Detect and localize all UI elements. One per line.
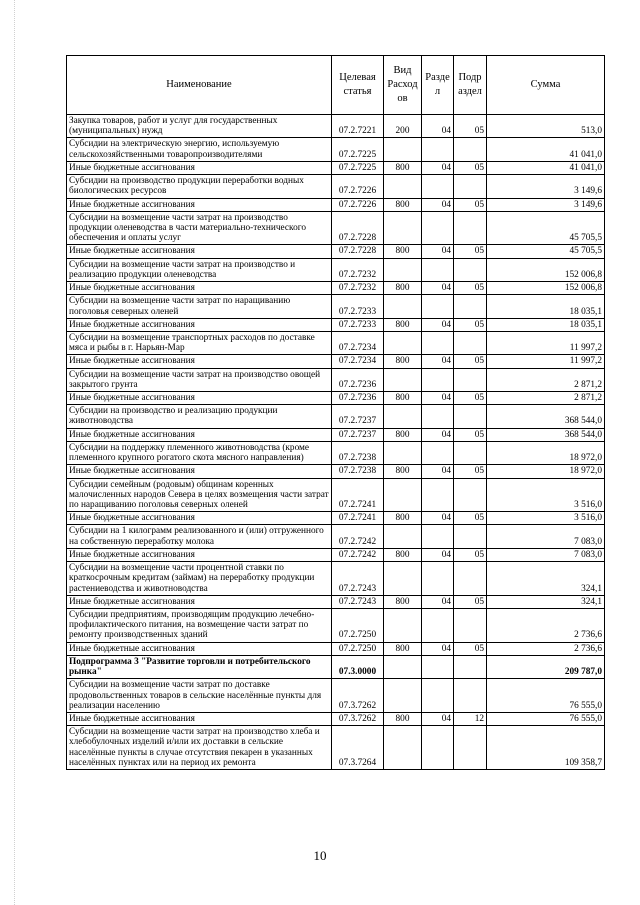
row-name-cell: Субсидии на электрическую энергию, используемую сельскохозяйственными товаропроизводителями xyxy=(67,138,332,161)
table-row xyxy=(67,679,605,713)
table-row xyxy=(67,595,605,608)
header-section: Разде л xyxy=(422,56,454,115)
row-target-article-cell: 07.2.7228 xyxy=(332,211,384,245)
row-subsection-cell: 05 xyxy=(454,428,487,441)
row-name-cell: Субсидии на возмещение части затрат по доставке продовольственных товаров в сельские населённые пункты для реализации населению xyxy=(67,679,332,713)
header-subsection: Подр аздел xyxy=(454,56,487,115)
row-name-cell: Иные бюджетные ассигнования xyxy=(67,355,332,368)
row-expense-kind-cell xyxy=(384,368,422,391)
row-subsection-cell: 05 xyxy=(454,318,487,331)
row-subsection-cell xyxy=(454,258,487,281)
row-expense-kind-cell xyxy=(384,726,422,770)
row-sum-cell: 18 035,1 xyxy=(487,318,605,331)
row-name-cell: Субсидии на возмещение части затрат на производство хлеба и хлебобулочных изделий и/или их доставки в сельские населённые пункты в случае отсутствия пекарен в указанных населённых пунктах или на период их ремонта xyxy=(67,726,332,770)
row-subsection-cell: 05 xyxy=(454,465,487,478)
table-row xyxy=(67,175,605,198)
row-section-cell: 04 xyxy=(422,161,454,174)
row-name-cell: Иные бюджетные ассигнования xyxy=(67,548,332,561)
row-name-cell: Субсидии на возмещение части затрат на производство и реализацию продукции оленеводства xyxy=(67,258,332,281)
row-target-article-cell: 07.2.7226 xyxy=(332,175,384,198)
row-target-article-cell: 07.2.7250 xyxy=(332,642,384,655)
row-subsection-cell: 05 xyxy=(454,512,487,525)
row-subsection-cell xyxy=(454,368,487,391)
row-expense-kind-cell: 800 xyxy=(384,392,422,405)
row-subsection-cell xyxy=(454,679,487,713)
row-section-cell: 04 xyxy=(422,318,454,331)
row-sum-cell: 41 041,0 xyxy=(487,138,605,161)
row-target-article-cell: 07.2.7233 xyxy=(332,318,384,331)
row-expense-kind-cell: 800 xyxy=(384,355,422,368)
table-row xyxy=(67,512,605,525)
row-target-article-cell: 07.2.7228 xyxy=(332,245,384,258)
table-row xyxy=(67,331,605,354)
row-subsection-cell xyxy=(454,608,487,642)
row-target-article-cell: 07.2.7234 xyxy=(332,355,384,368)
row-name-cell: Субсидии на возмещение части затрат на производство продукции оленеводства в части материально-технического обеспечения и оплаты услуг xyxy=(67,211,332,245)
row-section-cell xyxy=(422,679,454,713)
row-sum-cell: 152 006,8 xyxy=(487,282,605,295)
row-sum-cell: 513,0 xyxy=(487,115,605,138)
row-section-cell: 04 xyxy=(422,642,454,655)
row-target-article-cell: 07.2.7232 xyxy=(332,282,384,295)
row-target-article-cell: 07.3.0000 xyxy=(332,655,384,678)
row-target-article-cell: 07.2.7242 xyxy=(332,525,384,548)
row-expense-kind-cell xyxy=(384,655,422,678)
row-expense-kind-cell xyxy=(384,331,422,354)
row-target-article-cell: 07.2.7226 xyxy=(332,198,384,211)
row-subsection-cell: 05 xyxy=(454,161,487,174)
row-subsection-cell xyxy=(454,726,487,770)
table-row xyxy=(67,295,605,318)
row-expense-kind-cell xyxy=(384,478,422,512)
row-name-cell: Иные бюджетные ассигнования xyxy=(67,595,332,608)
row-target-article-cell: 07.2.7241 xyxy=(332,478,384,512)
row-section-cell xyxy=(422,562,454,596)
row-sum-cell: 7 083,0 xyxy=(487,548,605,561)
row-expense-kind-cell xyxy=(384,295,422,318)
table-row xyxy=(67,441,605,464)
row-subsection-cell xyxy=(454,295,487,318)
header-target-article: Целевая статья xyxy=(332,56,384,115)
row-section-cell xyxy=(422,726,454,770)
row-subsection-cell: 05 xyxy=(454,595,487,608)
row-expense-kind-cell xyxy=(384,679,422,713)
row-expense-kind-cell: 800 xyxy=(384,161,422,174)
row-expense-kind-cell: 800 xyxy=(384,198,422,211)
row-expense-kind-cell: 800 xyxy=(384,642,422,655)
row-expense-kind-cell xyxy=(384,258,422,281)
row-sum-cell: 209 787,0 xyxy=(487,655,605,678)
table-row xyxy=(67,245,605,258)
row-target-article-cell: 07.2.7250 xyxy=(332,608,384,642)
row-name-cell: Иные бюджетные ассигнования xyxy=(67,245,332,258)
table-row xyxy=(67,655,605,678)
row-target-article-cell: 07.2.7241 xyxy=(332,512,384,525)
row-target-article-cell: 07.3.7262 xyxy=(332,712,384,725)
row-subsection-cell xyxy=(454,562,487,596)
row-section-cell xyxy=(422,211,454,245)
row-expense-kind-cell: 800 xyxy=(384,512,422,525)
row-section-cell: 04 xyxy=(422,595,454,608)
row-name-cell: Подпрограмма 3 "Развитие торговли и потребительского рынка" xyxy=(67,655,332,678)
row-sum-cell: 2 736,6 xyxy=(487,642,605,655)
row-expense-kind-cell: 800 xyxy=(384,318,422,331)
row-subsection-cell xyxy=(454,478,487,512)
row-target-article-cell: 07.2.7242 xyxy=(332,548,384,561)
row-subsection-cell: 05 xyxy=(454,642,487,655)
row-subsection-cell xyxy=(454,175,487,198)
row-section-cell: 04 xyxy=(422,548,454,561)
row-expense-kind-cell: 800 xyxy=(384,548,422,561)
row-section-cell xyxy=(422,405,454,428)
row-expense-kind-cell xyxy=(384,562,422,596)
table-row xyxy=(67,115,605,138)
table-row xyxy=(67,392,605,405)
table-row xyxy=(67,642,605,655)
row-name-cell: Иные бюджетные ассигнования xyxy=(67,198,332,211)
row-expense-kind-cell: 800 xyxy=(384,595,422,608)
row-target-article-cell: 07.2.7237 xyxy=(332,428,384,441)
row-target-article-cell: 07.3.7262 xyxy=(332,679,384,713)
row-expense-kind-cell xyxy=(384,211,422,245)
row-sum-cell: 7 083,0 xyxy=(487,525,605,548)
row-subsection-cell xyxy=(454,138,487,161)
row-section-cell xyxy=(422,441,454,464)
header-expense-kind: Вид Расход ов xyxy=(384,56,422,115)
row-sum-cell: 3 516,0 xyxy=(487,478,605,512)
row-expense-kind-cell xyxy=(384,608,422,642)
row-name-cell: Иные бюджетные ассигнования xyxy=(67,428,332,441)
row-target-article-cell: 07.2.7243 xyxy=(332,595,384,608)
row-expense-kind-cell xyxy=(384,525,422,548)
row-target-article-cell: 07.2.7233 xyxy=(332,295,384,318)
row-sum-cell: 3 149,6 xyxy=(487,198,605,211)
row-section-cell xyxy=(422,525,454,548)
row-section-cell: 04 xyxy=(422,428,454,441)
table-header-row xyxy=(67,56,605,115)
row-sum-cell: 18 035,1 xyxy=(487,295,605,318)
row-name-cell: Субсидии на поддержку племенного животноводства (кроме племенного крупного рогатого скота мясного направления) xyxy=(67,441,332,464)
row-target-article-cell: 07.2.7221 xyxy=(332,115,384,138)
header-name: Наименование xyxy=(67,56,332,115)
table-row xyxy=(67,608,605,642)
row-target-article-cell: 07.2.7236 xyxy=(332,392,384,405)
row-section-cell xyxy=(422,295,454,318)
row-expense-kind-cell: 800 xyxy=(384,428,422,441)
row-section-cell xyxy=(422,478,454,512)
row-name-cell: Иные бюджетные ассигнования xyxy=(67,465,332,478)
budget-table xyxy=(66,55,605,770)
table-row xyxy=(67,478,605,512)
row-expense-kind-cell xyxy=(384,175,422,198)
row-target-article-cell: 07.2.7234 xyxy=(332,331,384,354)
row-sum-cell: 41 041,0 xyxy=(487,161,605,174)
row-target-article-cell: 07.2.7238 xyxy=(332,441,384,464)
table-row xyxy=(67,318,605,331)
row-subsection-cell xyxy=(454,331,487,354)
row-name-cell: Субсидии на производство и реализацию продукции животноводства xyxy=(67,405,332,428)
row-section-cell xyxy=(422,258,454,281)
row-name-cell: Иные бюджетные ассигнования xyxy=(67,161,332,174)
row-subsection-cell xyxy=(454,405,487,428)
row-expense-kind-cell: 200 xyxy=(384,115,422,138)
table-row xyxy=(67,282,605,295)
row-name-cell: Субсидии на возмещение части затрат на производство овощей закрытого грунта xyxy=(67,368,332,391)
row-subsection-cell xyxy=(454,211,487,245)
row-sum-cell: 2 736,6 xyxy=(487,608,605,642)
row-expense-kind-cell: 800 xyxy=(384,465,422,478)
table-row xyxy=(67,562,605,596)
table-body xyxy=(67,115,605,770)
row-section-cell: 04 xyxy=(422,392,454,405)
row-subsection-cell: 05 xyxy=(454,282,487,295)
row-section-cell: 04 xyxy=(422,115,454,138)
row-target-article-cell: 07.2.7225 xyxy=(332,161,384,174)
row-sum-cell: 152 006,8 xyxy=(487,258,605,281)
row-section-cell: 04 xyxy=(422,282,454,295)
row-sum-cell: 18 972,0 xyxy=(487,441,605,464)
row-name-cell: Субсидии предприятиям, производящим продукцию лечебно-профилактического питания, на возмещение части затрат по ремонту производственных зданий xyxy=(67,608,332,642)
table-row xyxy=(67,548,605,561)
row-subsection-cell: 05 xyxy=(454,115,487,138)
row-subsection-cell: 12 xyxy=(454,712,487,725)
row-section-cell: 04 xyxy=(422,245,454,258)
row-section-cell: 04 xyxy=(422,465,454,478)
row-name-cell: Иные бюджетные ассигнования xyxy=(67,642,332,655)
row-sum-cell: 45 705,5 xyxy=(487,245,605,258)
table-row xyxy=(67,726,605,770)
row-expense-kind-cell: 800 xyxy=(384,282,422,295)
row-target-article-cell: 07.3.7264 xyxy=(332,726,384,770)
row-target-article-cell: 07.2.7232 xyxy=(332,258,384,281)
row-sum-cell: 76 555,0 xyxy=(487,712,605,725)
row-section-cell xyxy=(422,331,454,354)
table-row xyxy=(67,211,605,245)
row-target-article-cell: 07.2.7236 xyxy=(332,368,384,391)
row-section-cell xyxy=(422,138,454,161)
row-expense-kind-cell: 800 xyxy=(384,712,422,725)
row-section-cell xyxy=(422,175,454,198)
table-row xyxy=(67,712,605,725)
row-sum-cell: 76 555,0 xyxy=(487,679,605,713)
row-expense-kind-cell xyxy=(384,441,422,464)
row-subsection-cell: 05 xyxy=(454,355,487,368)
row-subsection-cell: 05 xyxy=(454,392,487,405)
row-target-article-cell: 07.2.7243 xyxy=(332,562,384,596)
row-target-article-cell: 07.2.7238 xyxy=(332,465,384,478)
row-name-cell: Иные бюджетные ассигнования xyxy=(67,318,332,331)
row-sum-cell: 11 997,2 xyxy=(487,355,605,368)
row-name-cell: Субсидии на 1 килограмм реализованного и (или) отгруженного на собственную переработку молока xyxy=(67,525,332,548)
row-sum-cell: 324,1 xyxy=(487,595,605,608)
row-name-cell: Субсидии на возмещение транспортных расходов по доставке мяса и рыбы в г. Нарьян-Мар xyxy=(67,331,332,354)
row-subsection-cell xyxy=(454,655,487,678)
row-expense-kind-cell xyxy=(384,138,422,161)
row-section-cell xyxy=(422,608,454,642)
row-sum-cell: 45 705,5 xyxy=(487,211,605,245)
row-sum-cell: 2 871,2 xyxy=(487,392,605,405)
row-name-cell: Иные бюджетные ассигнования xyxy=(67,282,332,295)
row-name-cell: Субсидии на возмещение части затрат по наращиванию поголовья северных оленей xyxy=(67,295,332,318)
row-subsection-cell: 05 xyxy=(454,198,487,211)
row-section-cell xyxy=(422,655,454,678)
row-expense-kind-cell xyxy=(384,405,422,428)
row-expense-kind-cell: 800 xyxy=(384,245,422,258)
table-row xyxy=(67,428,605,441)
row-sum-cell: 18 972,0 xyxy=(487,465,605,478)
row-target-article-cell: 07.2.7237 xyxy=(332,405,384,428)
page-number: 10 xyxy=(313,848,327,863)
table-row xyxy=(67,465,605,478)
row-section-cell: 04 xyxy=(422,512,454,525)
row-sum-cell: 3 149,6 xyxy=(487,175,605,198)
row-subsection-cell: 05 xyxy=(454,548,487,561)
row-sum-cell: 3 516,0 xyxy=(487,512,605,525)
row-target-article-cell: 07.2.7225 xyxy=(332,138,384,161)
row-section-cell: 04 xyxy=(422,198,454,211)
row-name-cell: Закупка товаров, работ и услуг для государственных (муниципальных) нужд xyxy=(67,115,332,138)
row-section-cell xyxy=(422,368,454,391)
row-sum-cell: 109 358,7 xyxy=(487,726,605,770)
row-sum-cell: 2 871,2 xyxy=(487,368,605,391)
table-row xyxy=(67,525,605,548)
row-sum-cell: 324,1 xyxy=(487,562,605,596)
row-name-cell: Иные бюджетные ассигнования xyxy=(67,712,332,725)
table-row xyxy=(67,161,605,174)
scan-margin-line xyxy=(14,0,15,905)
table-row xyxy=(67,368,605,391)
row-section-cell: 04 xyxy=(422,712,454,725)
table-row xyxy=(67,198,605,211)
row-name-cell: Субсидии на возмещение части процентной ставки по краткосрочным кредитам (займам) на переработку продукции растениеводства и животноводства xyxy=(67,562,332,596)
row-name-cell: Субсидии семейным (родовым) общинам коренных малочисленных народов Севера в целях возмещения части затрат по наращиванию поголовья северных оленей xyxy=(67,478,332,512)
row-name-cell: Субсидии на производство продукции переработки водных биологических ресурсов xyxy=(67,175,332,198)
row-name-cell: Иные бюджетные ассигнования xyxy=(67,392,332,405)
header-sum: Сумма xyxy=(487,56,605,115)
row-sum-cell: 368 544,0 xyxy=(487,405,605,428)
row-subsection-cell xyxy=(454,441,487,464)
table-row xyxy=(67,405,605,428)
table-row xyxy=(67,138,605,161)
row-sum-cell: 368 544,0 xyxy=(487,428,605,441)
row-name-cell: Иные бюджетные ассигнования xyxy=(67,512,332,525)
row-sum-cell: 11 997,2 xyxy=(487,331,605,354)
row-subsection-cell xyxy=(454,525,487,548)
table-row xyxy=(67,355,605,368)
row-subsection-cell: 05 xyxy=(454,245,487,258)
row-section-cell: 04 xyxy=(422,355,454,368)
table-row xyxy=(67,258,605,281)
